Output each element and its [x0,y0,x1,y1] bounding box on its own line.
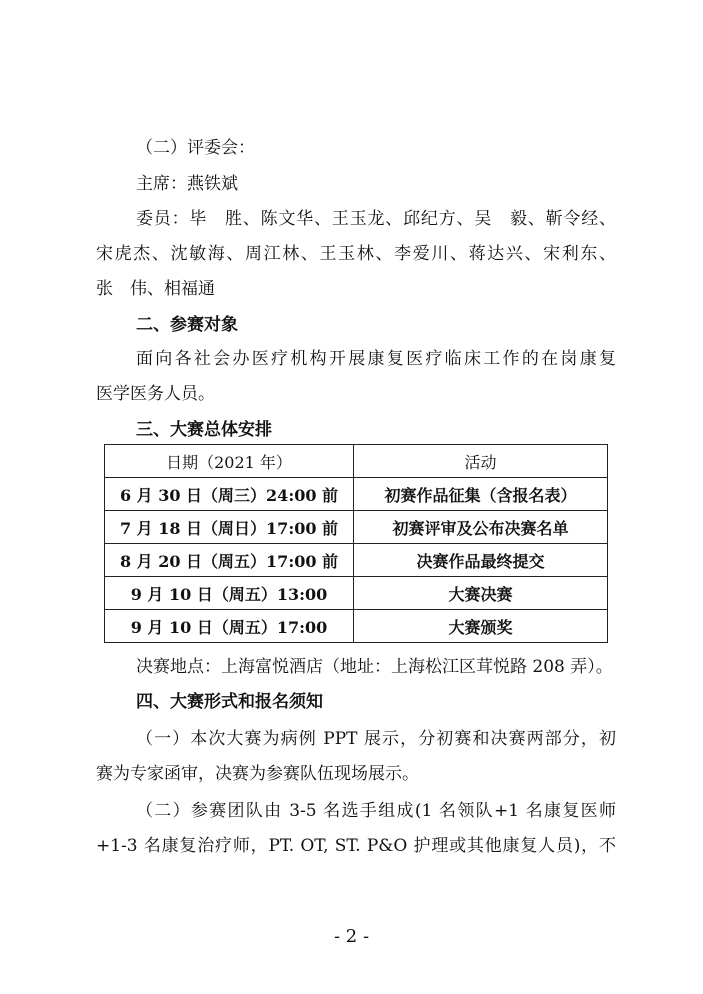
members-line-2: 宋虎杰、沈敏海、周江林、王玉林、李爱川、蒋达兴、宋利东、 [96,244,616,264]
table-row [105,577,608,610]
row-activity: 大赛颁奖 [354,610,608,643]
format-p2-line-2: +1-3 名康复治疗师，PT. OT, ST. P&O 护理或其他康复人员)，不 [96,836,616,856]
format-p2-line-1: （二）参赛团队由 3-5 名选手组成(1 名领队+1 名康复医师 [136,801,616,821]
row-activity: 决赛作品最终提交 [354,544,608,577]
chair-line: 主席：燕铁斌 [136,174,238,194]
section2-heading: （二）评委会： [136,138,255,158]
participants-line-1: 面向各社会办医疗机构开展康复医疗临床工作的在岗康复 [136,349,616,369]
row-date: 8 月 20 日（周五）17:00 前 [105,544,354,577]
table-header-row [105,445,608,478]
participants-heading: 二、参赛对象 [136,315,238,335]
table-row [105,511,608,544]
row-date: 9 月 10 日（周五）17:00 [105,610,354,643]
schedule-heading: 三、大赛总体安排 [136,420,272,440]
row-activity: 初赛评审及公布决赛名单 [354,511,608,544]
table-row [105,610,608,643]
row-activity: 大赛决赛 [354,577,608,610]
header-date: 日期（2021 年） [105,445,354,478]
format-heading: 四、大赛形式和报名须知 [136,692,323,712]
members-line-3: 张 伟、相福通 [96,279,215,299]
format-p1-line-1: （一）本次大赛为病例 PPT 展示，分初赛和决赛两部分，初 [136,729,616,749]
row-date: 6 月 30 日（周三）24:00 前 [105,478,354,511]
format-p1-line-2: 赛为专家函审，决赛为参赛队伍现场展示。 [96,764,419,784]
table-row [105,478,608,511]
schedule-table [104,444,608,643]
row-date: 7 月 18 日（周日）17:00 前 [105,511,354,544]
members-line-1: 委员：毕 胜、陈文华、王玉龙、邱纪方、吴 毅、靳令经、 [136,209,616,229]
participants-line-2: 医学医务人员。 [96,384,215,404]
row-activity: 初赛作品征集（含报名表） [354,478,608,511]
table-row [105,544,608,577]
venue-line: 决赛地点：上海富悦酒店（地址：上海松江区茸悦路 208 弄）。 [136,657,613,677]
row-date: 9 月 10 日（周五）13:00 [105,577,354,610]
header-activity: 活动 [354,445,608,478]
page-number: - 2 - [333,926,370,947]
